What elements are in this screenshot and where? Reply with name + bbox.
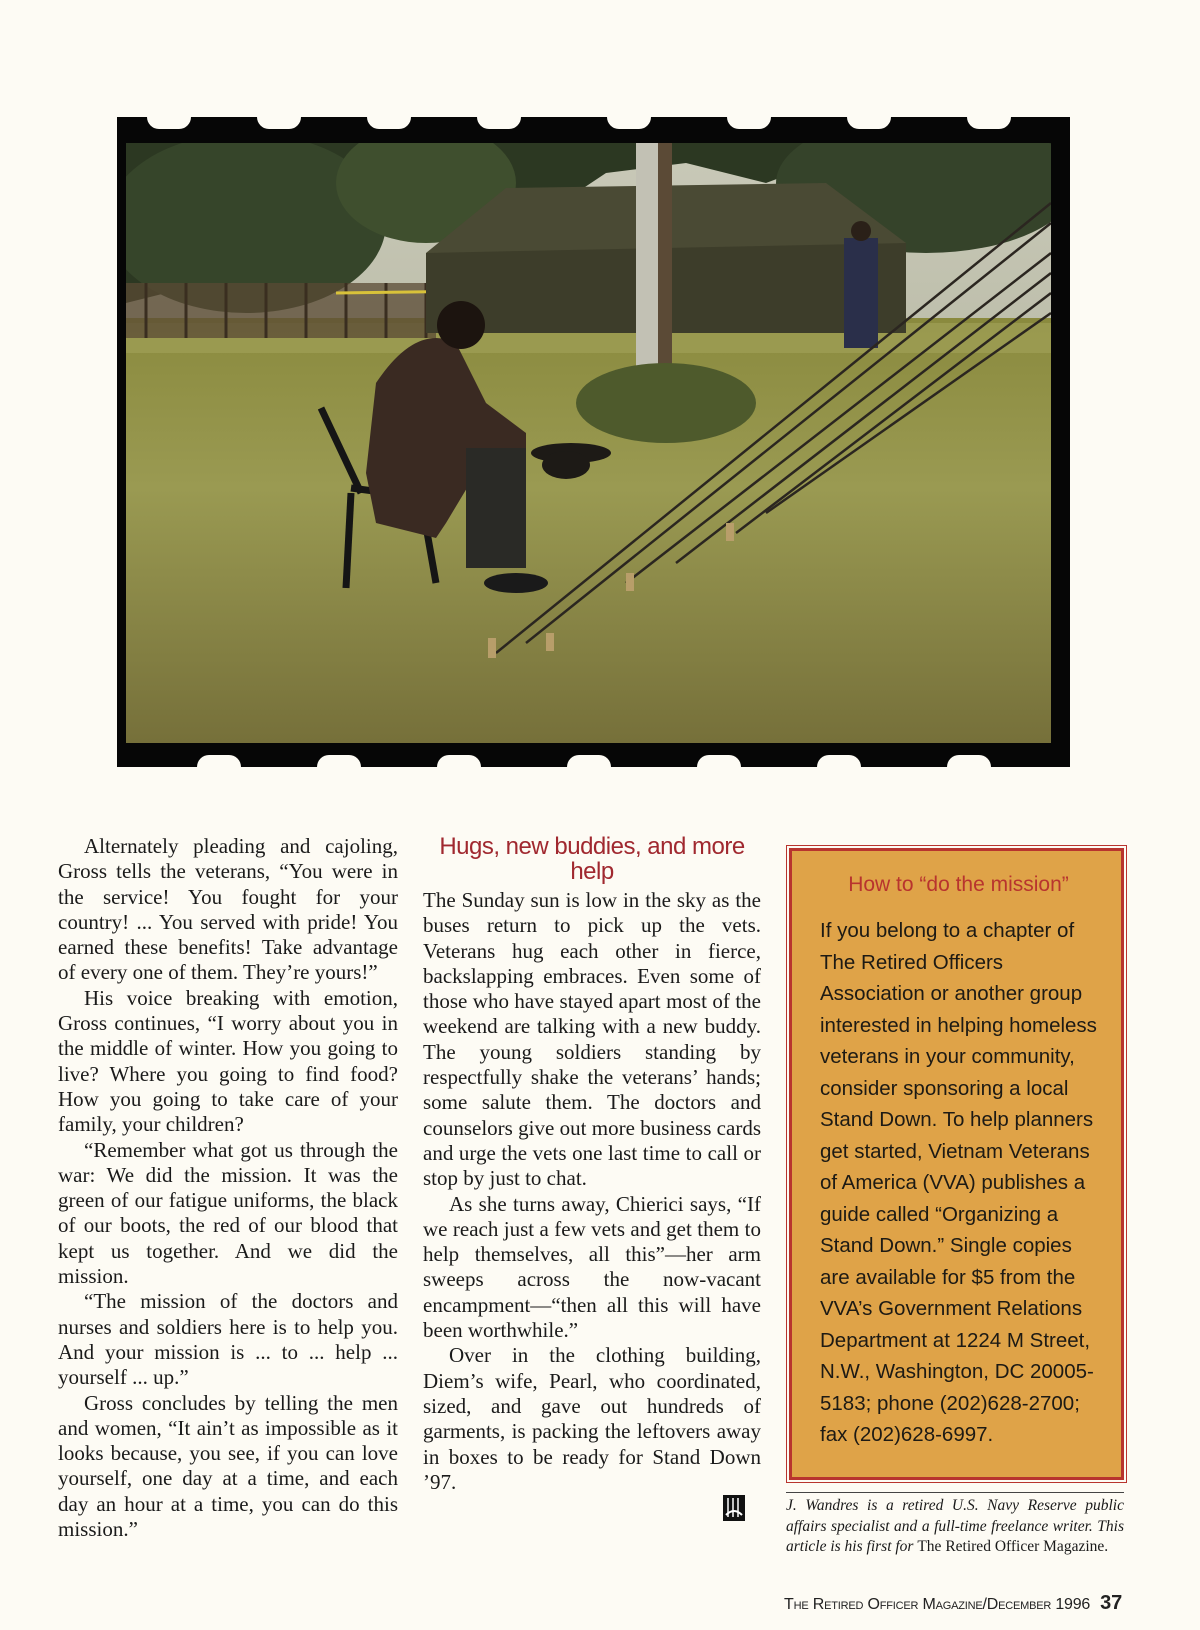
- bio-divider: [786, 1492, 1124, 1493]
- film-sprocket: [697, 755, 741, 767]
- paragraph: Alternately pleading and cajoling, Gross tells the veterans, “You were in the service! You fought for your country! ... You served with pride! You earned these benefits! Take advantage of every one of them. They’re yours!”: [58, 834, 398, 985]
- author-bio: [786, 1496, 1124, 1558]
- film-sprocket: [257, 117, 301, 129]
- paragraph: “Remember what got us through the war: We did the mission. It was the green of our fatigue uniforms, the black of our boots, the red of our blood that kept us together. And we did the mission.: [58, 1137, 398, 1289]
- paragraph: Gross concludes by telling the men and women, “It ain’t as impossible as it looks because, you see, if you can love yourself, one day at a time, and each day an hour at a time, you can do this mission.”: [58, 1390, 398, 1542]
- film-sprocket: [367, 117, 411, 129]
- sidebar-body: If you belong to a chapter of The Retired Officers Association or another group interested in helping homeless veterans in your community, consider sponsoring a local Stand Down. To help planners get started, Vietnam Veterans of America (VVA) publishes a guide called “Organizing a Stand Down.” Single copies are available for $5 from the VVA’s Government Relations Department at 1224 M Street, N.W., Washington, DC 20005-5183; phone (202)628-2700; fax (202)628-6997.: [820, 919, 1097, 1446]
- section-heading: Hugs, new buddies, and more help: [439, 833, 745, 885]
- film-sprocket: [947, 755, 991, 767]
- page-footer: [784, 1592, 1122, 1615]
- sidebar-title: How to “do the mission”: [848, 873, 1069, 896]
- paragraph: “The mission of the doctors and nurses and soldiers here is to help you. And your mission is ... to ... help ... yourself ... up.”: [58, 1289, 398, 1390]
- paragraph: As she turns away, Chierici says, “If we reach just a few vets and get them to help themselves, all this”—her arm sweeps across the now-vacant encampment—“then all this will have been worthwhile.”: [423, 1191, 761, 1343]
- page-number: 37: [1100, 1592, 1122, 1614]
- film-sprocket: [567, 755, 611, 767]
- photo-frame: [117, 117, 1070, 767]
- film-sprocket: [727, 117, 771, 129]
- film-sprocket: [437, 755, 481, 767]
- film-sprocket: [817, 755, 861, 767]
- paragraph: The Sunday sun is low in the sky as the buses return to pick up the vets. Veterans hug each other in fierce, backslapping embraces. Even some of those who have stayed apart most of the weekend are talking with a new buddy. The young soldiers standing by respectfully shake the veterans’ hands; some salute them. The doctors and counselors give out more business cards and urge the vets one last time to call or stop by just to chat.: [423, 888, 761, 1191]
- veteran-seated-photo: [126, 143, 1051, 743]
- sidebar-box: [789, 848, 1124, 1480]
- publication-info: The Retired Officer Magazine/December 1996: [784, 1596, 1091, 1613]
- film-sprocket: [847, 117, 891, 129]
- film-sprocket: [607, 117, 651, 129]
- film-sprocket: [197, 755, 241, 767]
- end-mark-icon: [723, 1495, 745, 1521]
- article-column-left: [58, 834, 398, 1542]
- author-bio-text: J. Wandres is a retired U.S. Navy Reserve public affairs specialist and a full-time freelance writer. This article is his first for: [786, 1497, 1124, 1555]
- magazine-name: The Retired Officer Magazine.: [917, 1538, 1109, 1555]
- paragraph: Over in the clothing building, Diem’s wife, Pearl, who coordinated, sized, and gave out hundreds of garments, is packing the leftovers away in boxes to be ready for Stand Down ’97.: [423, 1343, 761, 1494]
- paragraph: His voice breaking with emotion, Gross continues, “I worry about you in the middle of winter. How you going to live? Where you going to find food? How you going to take care of your family, your children?: [58, 985, 398, 1137]
- film-sprocket: [477, 117, 521, 129]
- film-sprocket: [147, 117, 191, 129]
- film-sprocket: [967, 117, 1011, 129]
- film-sprocket: [317, 755, 361, 767]
- article-column-middle: [423, 834, 761, 1495]
